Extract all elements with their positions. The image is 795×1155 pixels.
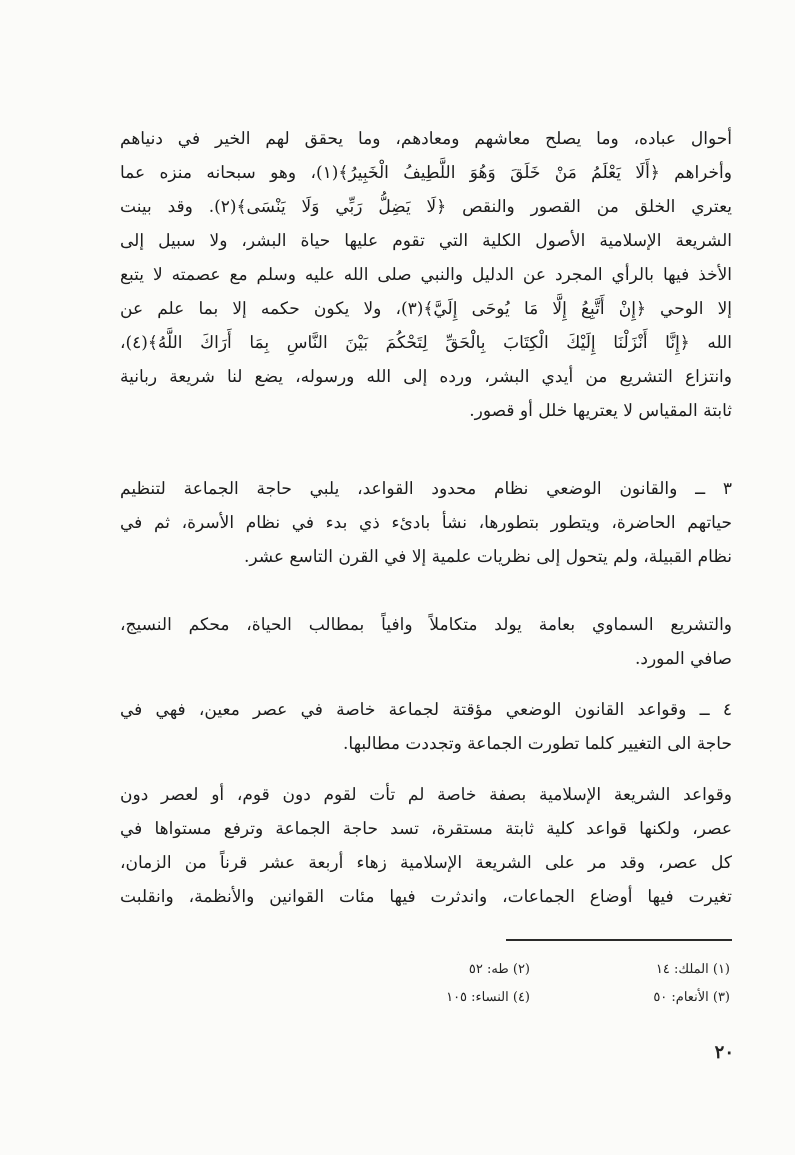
footnotes — [330, 956, 730, 1012]
text-line: وقواعد الشريعة الإسلامية بصفة خاصة لم تأت لقوم دون قوم، أو لعصر دون — [120, 785, 732, 805]
text-line: وأخراهم ﴿أَلَا يَعْلَمُ مَنْ خَلَقَ وَهُوَ اللَّطِيفُ الْخَبِيرُ﴾(١)، وهو سبحانه منزه عما — [120, 163, 732, 183]
paragraph-5 — [120, 778, 732, 914]
text-line: إلا الوحي ﴿إِنْ أَتَّبِعُ إِلَّا مَا يُوحَى إِلَيَّ﴾(٣)، ولا يكون حكمه إلا بما علم عن — [120, 299, 732, 319]
text-line: نظام القبيلة، ولم يتحول إلى نظريات علمية إلا في القرن التاسع عشر. — [243, 547, 732, 567]
footnote-1: (١) الملك: ١٤ — [655, 962, 730, 977]
text-line: الشريعة الإسلامية الأصول الكلية التي تقوم عليها حياة البشر، ولا سبيل إلى — [120, 231, 732, 251]
text-line: حياتهم الحاضرة، ويتطور بتطورها، نشأ بادئء ذي بدء في نظام الأسرة، ثم في — [120, 513, 732, 533]
paragraph-2 — [120, 472, 732, 574]
text-line: ٣ ــ والقانون الوضعي نظام محدود القواعد، يلبي حاجة الجماعة لتنظيم — [120, 479, 732, 499]
text-line: الأخذ فيها بالرأي المجرد عن الدليل والنبي صلى الله عليه وسلم مع عصمته لا يتبع — [120, 265, 732, 285]
text-line: عصر، ولكنها قواعد كلية ثابتة مستقرة، تسد حاجة الجماعة وترفع مستواها في — [120, 819, 732, 839]
footnote-2: (٢) طه: ٥٢ — [468, 962, 530, 977]
text-line: تغيرت فيها أوضاع الجماعات، واندثرت فيها مئات القوانين والأنظمة، وانقلبت — [120, 887, 732, 907]
text-line: والتشريع السماوي بعامة يولد متكاملاً وافياً بمطالب الحياة، محكم النسيج، — [120, 615, 732, 635]
paragraph-3 — [120, 608, 732, 676]
text-line: حاجة الى التغيير كلما تطورت الجماعة وتجددت مطالبها. — [343, 734, 732, 754]
text-line: يعتري الخلق من القصور والنقص ﴿لَا يَضِلُّ رَبِّي وَلَا يَنْسَى﴾(٢). وقد بينت — [120, 197, 732, 217]
text-line: أحوال عباده، وما يصلح معاشهم ومعادهم، وما يحقق لهم الخير في دنياهم — [120, 129, 732, 149]
footnote-4: (٤) النساء: ١٠٥ — [446, 990, 530, 1005]
footnote-row — [330, 984, 730, 1012]
text-line: كل عصر، وقد مر على الشريعة الإسلامية زهاء أربعة عشر قرناً من الزمان، — [120, 853, 732, 873]
text-line: ٤ ــ وقواعد القانون الوضعي مؤقتة لجماعة خاصة في عصر معين، فهي في — [120, 700, 732, 720]
paragraph-4 — [120, 693, 732, 761]
page-number: ٢٠ — [714, 1042, 734, 1063]
text-line: ثابتة المقياس لا يعتريها خلل أو قصور. — [469, 401, 732, 421]
text-line: الله ﴿إِنَّا أَنْزَلْنَا إِلَيْكَ الْكِتَابَ بِالْحَقِّ لِتَحْكُمَ بَيْنَ النَّاسِ بِمَا أَرَاكَ اللَّهُ﴾(٤)، — [120, 333, 732, 353]
footnote-3: (٣) الأنعام: ٥٠ — [653, 990, 730, 1005]
text-line: صافي المورد. — [634, 649, 732, 669]
footnote-divider — [506, 939, 732, 941]
paragraph-1 — [120, 122, 732, 428]
footnote-row — [330, 956, 730, 984]
text-line: وانتزاع التشريع من أيدي البشر، ورده إلى الله ورسوله، يضع لنا شريعة ربانية — [120, 367, 732, 387]
